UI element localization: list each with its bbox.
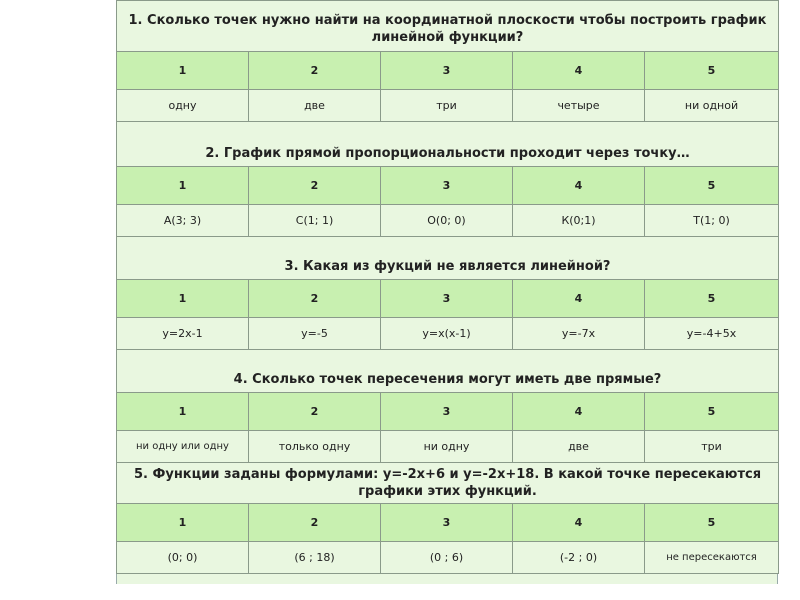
question-4-text: 4. Сколько точек пересечения могут иметь две прямые? (117, 350, 779, 393)
answer-option[interactable]: четыре (513, 90, 645, 122)
question-4-answers-row (117, 431, 779, 463)
option-number: 4 (513, 280, 645, 318)
option-number: 1 (117, 280, 249, 318)
option-number: 5 (645, 393, 779, 431)
question-3-text: 3. Какая из фукций не является линейной? (117, 237, 779, 280)
option-number: 3 (381, 280, 513, 318)
question-1-row (117, 1, 779, 52)
answer-option[interactable]: С(1; 1) (249, 205, 381, 237)
answer-option[interactable]: не пересекаются (645, 542, 779, 574)
option-number: 3 (381, 393, 513, 431)
question-5-row (117, 463, 779, 504)
question-4-row (117, 350, 779, 393)
question-1-numbers-row (117, 52, 779, 90)
option-number: 4 (513, 393, 645, 431)
question-5-answers-row (117, 542, 779, 574)
question-2-text: 2. График прямой пропорциональности проходит через точку… (117, 122, 779, 167)
option-number: 4 (513, 167, 645, 205)
option-number: 5 (645, 52, 779, 90)
option-number: 4 (513, 52, 645, 90)
answer-option[interactable]: две (513, 431, 645, 463)
answer-option[interactable]: ни одну или одну (117, 431, 249, 463)
option-number: 1 (117, 167, 249, 205)
answer-option[interactable]: ни одной (645, 90, 779, 122)
answer-option[interactable]: А(3; 3) (117, 205, 249, 237)
option-number: 2 (249, 52, 381, 90)
answer-option[interactable]: К(0;1) (513, 205, 645, 237)
option-number: 2 (249, 393, 381, 431)
answer-option[interactable]: три (645, 431, 779, 463)
question-4-numbers-row (117, 393, 779, 431)
question-2-answers-row (117, 205, 779, 237)
option-number: 3 (381, 167, 513, 205)
option-number: 5 (645, 504, 779, 542)
answer-option[interactable]: (0; 0) (117, 542, 249, 574)
option-number: 5 (645, 280, 779, 318)
question-3-numbers-row (117, 280, 779, 318)
option-number: 1 (117, 504, 249, 542)
answer-option[interactable]: y=2x-1 (117, 318, 249, 350)
option-number: 2 (249, 504, 381, 542)
question-5-text: 5. Функции заданы формулами: y=-2x+6 и y=-2x+18. В какой точке пересекаются графики этих функций. (117, 463, 779, 504)
option-number: 2 (249, 280, 381, 318)
answer-option[interactable]: y=-5 (249, 318, 381, 350)
answer-option[interactable]: y=-7x (513, 318, 645, 350)
option-number: 2 (249, 167, 381, 205)
answer-option[interactable]: Т(1; 0) (645, 205, 779, 237)
answer-option[interactable]: ни одну (381, 431, 513, 463)
option-number: 3 (381, 52, 513, 90)
question-2-row (117, 122, 779, 167)
option-number: 3 (381, 504, 513, 542)
option-number: 1 (117, 52, 249, 90)
answer-option[interactable]: (6 ; 18) (249, 542, 381, 574)
answer-option[interactable]: y=x(x-1) (381, 318, 513, 350)
option-number: 4 (513, 504, 645, 542)
answer-option[interactable]: одну (117, 90, 249, 122)
answer-option[interactable]: (-2 ; 0) (513, 542, 645, 574)
answer-option[interactable]: две (249, 90, 381, 122)
answer-option[interactable]: y=-4+5x (645, 318, 779, 350)
question-5-numbers-row (117, 504, 779, 542)
question-2-numbers-row (117, 167, 779, 205)
answer-option[interactable]: только одну (249, 431, 381, 463)
option-number: 5 (645, 167, 779, 205)
question-3-answers-row (117, 318, 779, 350)
question-1-text: 1. Сколько точек нужно найти на координатной плоскости чтобы построить график линейной функции? (117, 1, 779, 52)
answer-option[interactable]: О(0; 0) (381, 205, 513, 237)
question-1-answers-row (117, 90, 779, 122)
answer-option[interactable]: три (381, 90, 513, 122)
option-number: 1 (117, 393, 249, 431)
question-3-row (117, 237, 779, 280)
answer-option[interactable]: (0 ; 6) (381, 542, 513, 574)
quiz-table (116, 0, 779, 574)
